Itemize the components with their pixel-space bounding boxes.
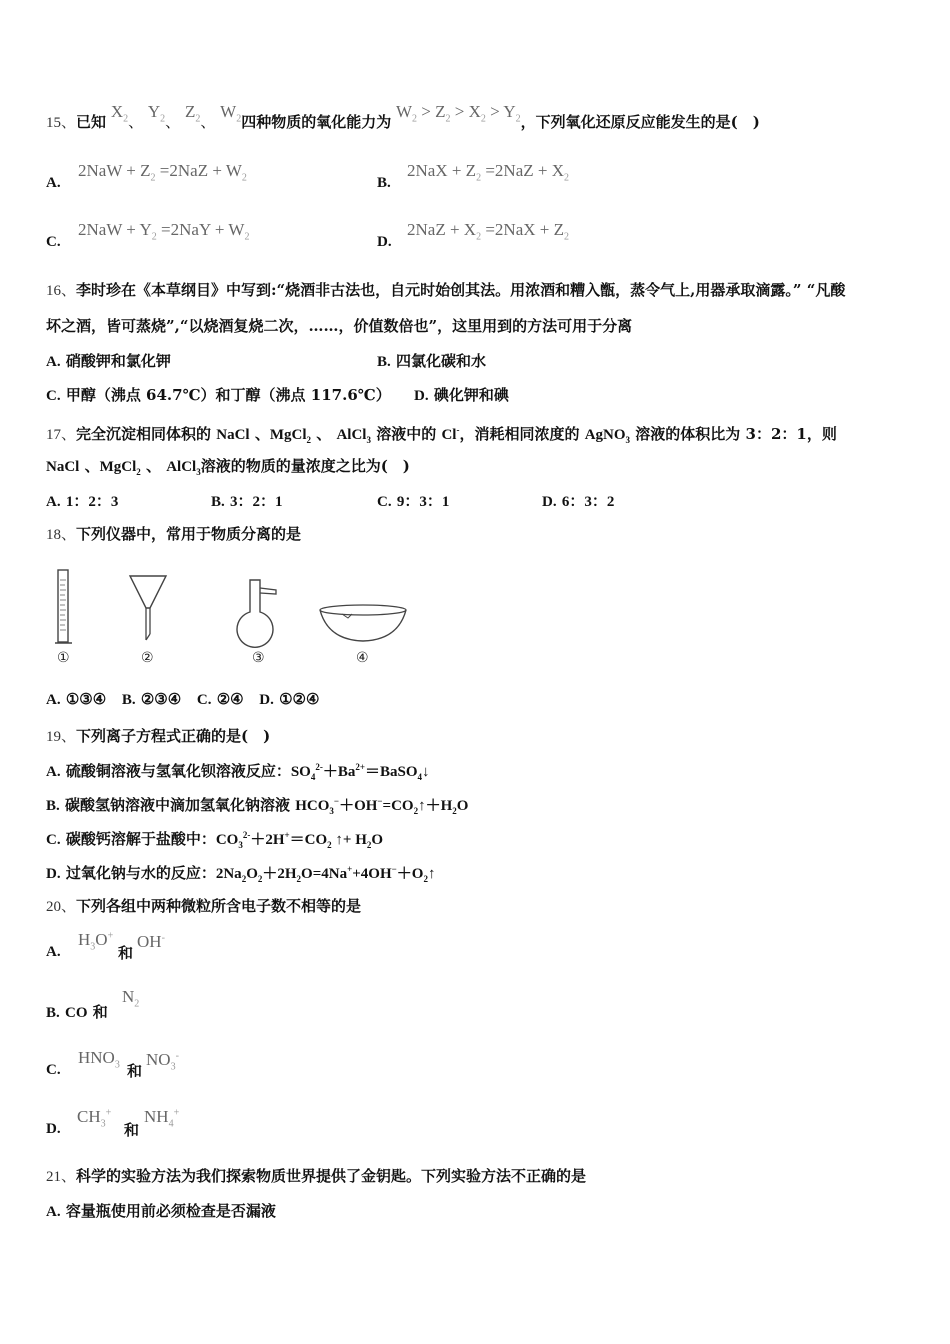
ionic-equation: $CO_3^{2-}+2H^+=CO_2$ ↑+ $H_2O$ [215, 830, 384, 850]
stem-text: 下列各组中两种微粒所含电子数不相等的是 [76, 897, 362, 915]
option-text: 碳酸氢钠溶液中滴加氢氧化钠溶液 [65, 796, 291, 814]
option-label: D. [542, 494, 557, 510]
q16-option-d [414, 384, 509, 405]
question-number: 19、 [46, 729, 77, 745]
question-20-stem [46, 896, 361, 917]
oxidation-order: $W_2 > Z_2 > X_2 > Y_2$ [396, 102, 521, 125]
separator: 、 [200, 113, 216, 131]
formula-co: CO [65, 1005, 88, 1021]
figure-label-2: ② [141, 650, 154, 666]
question-17-stem-line1: 17、完全沉淀相同体积的 NaCl 、MgCl$_2$ 、 AlCl$_3$ 溶液中的 Cl-，消耗相同浓度的 AgNO$_3$ 溶液的体积比为 3：2：1，则 [46, 425, 837, 445]
option-text: 3：2：1 [230, 494, 283, 510]
option-label: A. [46, 944, 61, 960]
formula-mgcl2: MgCl$_2$ [269, 427, 312, 445]
ionic-equation: $HCO_3^-+OH^-=CO_2↑+H_2O$ [295, 796, 469, 816]
question-number: 21、 [46, 1169, 77, 1185]
stem-text: 完全沉淀相同体积的 [76, 425, 212, 443]
question-number: 16、 [46, 283, 77, 299]
stem-text: ，消耗相同浓度的 [459, 425, 580, 443]
option-text: 甲醇（沸点 64.7℃）和丁醇（沸点 117.6℃） [65, 386, 391, 404]
q20-option-a [46, 930, 165, 962]
formula-mgcl2: MgCl$_2$ [99, 459, 141, 477]
distillation-flask-icon [236, 578, 284, 648]
option-label: C. [46, 832, 61, 848]
stem-text: 溶液中的 [376, 425, 437, 443]
option-label: C. [46, 388, 61, 404]
stem-text: ，下列氧化还原反应能发生的是( ) [520, 113, 760, 131]
equation: $2NaW + Z_2 =2NaZ + W_2$ [78, 161, 247, 184]
option-label: D. [414, 388, 429, 404]
question-19-stem [46, 726, 270, 747]
option-label: D. [377, 234, 392, 250]
option-label: C. [196, 692, 212, 708]
graduated-cylinder-icon [52, 568, 76, 648]
q18-options [46, 690, 319, 709]
option-label: B. [121, 692, 136, 708]
stem-text: 溶液的物质的量浓度之比为( ) [200, 457, 410, 475]
stem-text: 李时珍在《本草纲目》中写到:“烧酒非古法也，自元时始创其法。用浓酒和糟入甑，蒸令气上,用器承取滴露。” “凡酸 [76, 281, 846, 299]
q17-option-c [377, 490, 449, 511]
formula-cl-ion: Cl- [441, 425, 460, 443]
figure-label-4: ④ [356, 650, 369, 666]
stem-text: 溶液的体积比为 3：2：1，则 [635, 425, 837, 443]
q16-option-c [46, 384, 391, 405]
question-16-stem-line2 [46, 316, 632, 336]
option-label: A. [46, 692, 61, 708]
option-text: 1：2：3 [65, 494, 119, 510]
option-label: D. [46, 866, 61, 882]
formula-x2: $X_2$ [110, 102, 129, 125]
separator: 、 [165, 113, 181, 131]
formula-w2: $W_2$ [220, 102, 242, 125]
option-label: A. [46, 764, 61, 780]
formula-nacl: NaCl [46, 459, 80, 475]
formula-ch3-plus: $CH_3^+$ [77, 1107, 112, 1130]
option-text: 容量瓶使用前必须检查是否漏液 [65, 1202, 276, 1220]
funnel-icon [128, 574, 170, 644]
option-label: B. [46, 798, 60, 814]
equation: $2NaW + Y_2 =2NaY + W_2$ [78, 220, 250, 243]
q17-option-a [46, 490, 118, 511]
q15-option-c [46, 220, 250, 251]
q21-option-a [46, 1200, 276, 1221]
q19-option-b [46, 794, 468, 816]
option-label: C. [46, 234, 61, 250]
q16-option-a [46, 350, 171, 371]
formula-alcl3: AlCl$_3$ [336, 427, 371, 445]
formula-nh4-plus: $NH_4^+$ [144, 1107, 180, 1130]
question-16-stem-line1 [46, 280, 845, 301]
formula-hno3: $HNO_3$ [78, 1048, 120, 1071]
evaporating-dish-icon [318, 604, 408, 644]
option-label: B. [377, 354, 391, 370]
formula-alcl3: AlCl$_3$ [166, 459, 201, 477]
equation: $2NaX + Z_2 =2NaZ + X_2$ [407, 161, 569, 184]
option-label: A. [46, 175, 61, 191]
question-15-stem [46, 102, 760, 139]
formula-agno3: AgNO$_3$ [584, 427, 631, 445]
formula-y2: $Y_2$ [147, 102, 166, 125]
option-text: 过氧化钠与水的反应： [65, 864, 216, 882]
question-18-stem [46, 524, 301, 545]
option-label: D. [46, 1121, 61, 1137]
formula-nacl: NaCl [216, 427, 250, 443]
option-text: 四氯化碳和水 [396, 352, 487, 370]
option-label: B. [46, 1005, 60, 1021]
option-label: B. [377, 175, 391, 191]
conjunction: 和 [92, 1003, 108, 1021]
question-number: 20、 [46, 899, 77, 915]
option-text: 硝酸钾和氯化钾 [65, 352, 171, 370]
q15-option-d [377, 220, 569, 251]
option-text: ①③④ [65, 690, 107, 708]
equation: $2NaZ + X_2 =2NaX + Z_2$ [407, 220, 569, 243]
option-text: ②③④ [140, 690, 182, 708]
question-number: 17、 [46, 427, 77, 443]
q20-option-b [46, 987, 140, 1022]
option-label: A. [46, 494, 61, 510]
question-number: 15、 [46, 115, 77, 131]
q19-option-c [46, 828, 383, 850]
option-text: 碘化钾和碘 [433, 386, 509, 404]
question-21-stem [46, 1166, 586, 1187]
ionic-equation: $2Na_2O_2+2H_2O=4Na^++4OH^-+O_2↑$ [215, 864, 436, 884]
q15-option-b [377, 161, 569, 192]
stem-text: 坏之酒，皆可蒸烧”,“以烧酒复烧二次，……，价值数倍也”，这里用到的方法可用于分离 [46, 317, 633, 335]
conjunction: 和 [124, 1121, 140, 1139]
option-text: 6：3：2 [561, 494, 615, 510]
stem-text: 下列离子方程式正确的是( ) [76, 727, 271, 745]
q19-option-a [46, 760, 430, 782]
q19-option-d [46, 862, 435, 884]
option-label: D. [259, 692, 274, 708]
q20-option-d [46, 1107, 180, 1139]
stem-text: 四种物质的氧化能力为 [241, 113, 392, 131]
q17-option-d [542, 490, 614, 511]
formula-n2: $N_2$ [122, 987, 140, 1010]
q20-option-c [46, 1048, 179, 1080]
conjunction: 和 [127, 1062, 143, 1080]
separator: 、 [128, 113, 144, 131]
q15-option-a [46, 161, 247, 192]
option-label: A. [46, 1204, 61, 1220]
option-text: 硫酸铜溶液与氢氧化钡溶液反应： [65, 762, 291, 780]
formula-oh-minus: OH- [137, 932, 165, 951]
stem-text: 已知 [76, 113, 107, 131]
figure-label-3: ③ [252, 650, 265, 666]
q17-option-b [211, 490, 283, 511]
figure-label-1: ① [57, 650, 70, 666]
option-text: ①②④ [279, 690, 320, 708]
option-label: A. [46, 354, 61, 370]
q16-option-b [377, 350, 486, 371]
ionic-equation: $SO_4^{2-}+Ba^{2+}=BaSO_4↓$ [290, 762, 430, 782]
option-label: C. [377, 494, 392, 510]
formula-no3-minus: $NO_3^-$ [146, 1050, 179, 1073]
formula-z2: $Z_2$ [184, 102, 201, 125]
option-text: 9：3：1 [396, 494, 450, 510]
option-label: C. [46, 1062, 61, 1078]
question-number: 18、 [46, 527, 77, 543]
option-text: ②④ [216, 690, 244, 708]
question-17-stem-line2: NaCl 、MgCl$_2$ 、 AlCl$_3$溶液的物质的量浓度之比为( ) [46, 457, 410, 477]
option-label: B. [211, 494, 225, 510]
conjunction: 和 [118, 944, 134, 962]
option-text: 碳酸钙溶解于盐酸中： [65, 830, 216, 848]
formula-h3o-plus: $H_3O^+$ [78, 930, 114, 953]
stem-text: 下列仪器中，常用于物质分离的是 [76, 525, 302, 543]
stem-text: 科学的实验方法为我们探索物质世界提供了金钥匙。下列实验方法不正确的是 [76, 1167, 587, 1185]
